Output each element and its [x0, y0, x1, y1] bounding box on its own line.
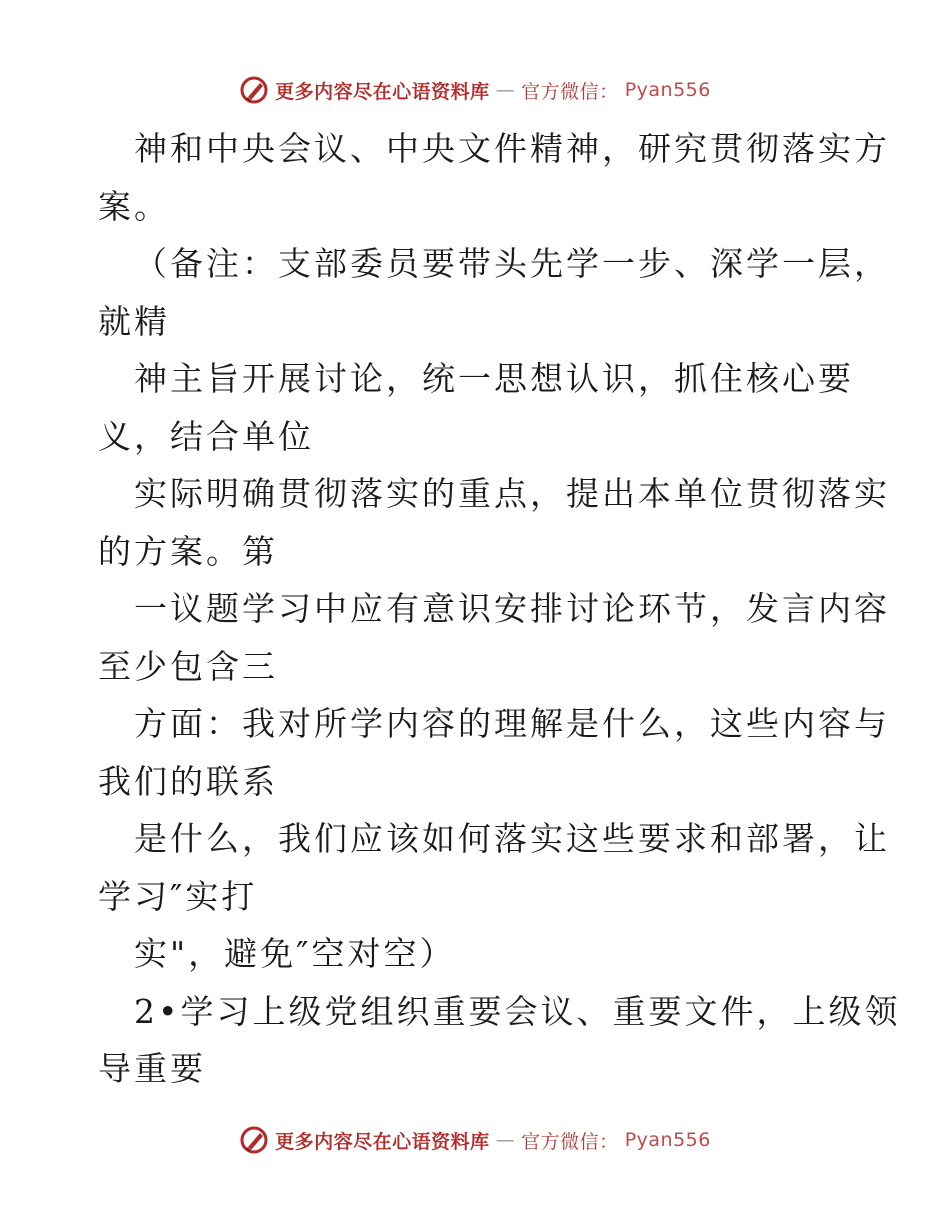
- watermark-wechat-label: 官方微信：: [521, 80, 619, 103]
- text-line: 神和中央会议、中央文件精神，研究贯彻落实方: [134, 129, 890, 168]
- text-line: 一议题学习中应有意识安排讨论环节，发言内容: [134, 589, 890, 628]
- text-line: 实际明确贯彻落实的重点，提出本单位贯彻落实: [134, 474, 890, 513]
- pen-logo-icon: [239, 1125, 269, 1155]
- text-line: 是什么，我们应该如何落实这些要求和部署，让: [134, 819, 890, 858]
- header-watermark: [0, 70, 950, 110]
- watermark-wechat-label: 官方微信：: [521, 1130, 619, 1153]
- watermark-wechat-handle: Pyan556: [624, 1129, 711, 1151]
- watermark-wechat-handle: Pyan556: [624, 79, 711, 101]
- text-line: 学习″实打: [98, 876, 258, 916]
- text-line: （备注：支部委员要带头先学一步、深学一层，: [134, 244, 890, 283]
- watermark-dash: —: [495, 79, 516, 101]
- text-line: 我们的联系: [98, 761, 278, 801]
- footer-watermark: [0, 1120, 950, 1160]
- text-line: 就精: [98, 301, 170, 341]
- watermark-dash: —: [495, 1129, 516, 1151]
- text-line: 实"，避免″空对空）: [134, 934, 456, 973]
- text-line: 方面：我对所学内容的理解是什么，这些内容与: [134, 704, 890, 743]
- watermark-main-text: 更多内容尽在心语资料库: [275, 1130, 490, 1153]
- text-line: 神主旨开展讨论，统一思想认识，抓住核心要: [134, 359, 854, 398]
- text-line: 导重要: [98, 1049, 206, 1088]
- text-line: 义，结合单位: [98, 416, 314, 456]
- document-body: [98, 120, 901, 1098]
- text-line: 至少包含三: [98, 646, 278, 686]
- text-line: 的方案。第: [98, 531, 278, 571]
- watermark-main-text: 更多内容尽在心语资料库: [275, 80, 490, 103]
- text-line: 案。: [98, 186, 170, 226]
- pen-logo-icon: [239, 75, 269, 105]
- text-line: 2•学习上级党组织重要会议、重要文件，上级领: [134, 991, 901, 1031]
